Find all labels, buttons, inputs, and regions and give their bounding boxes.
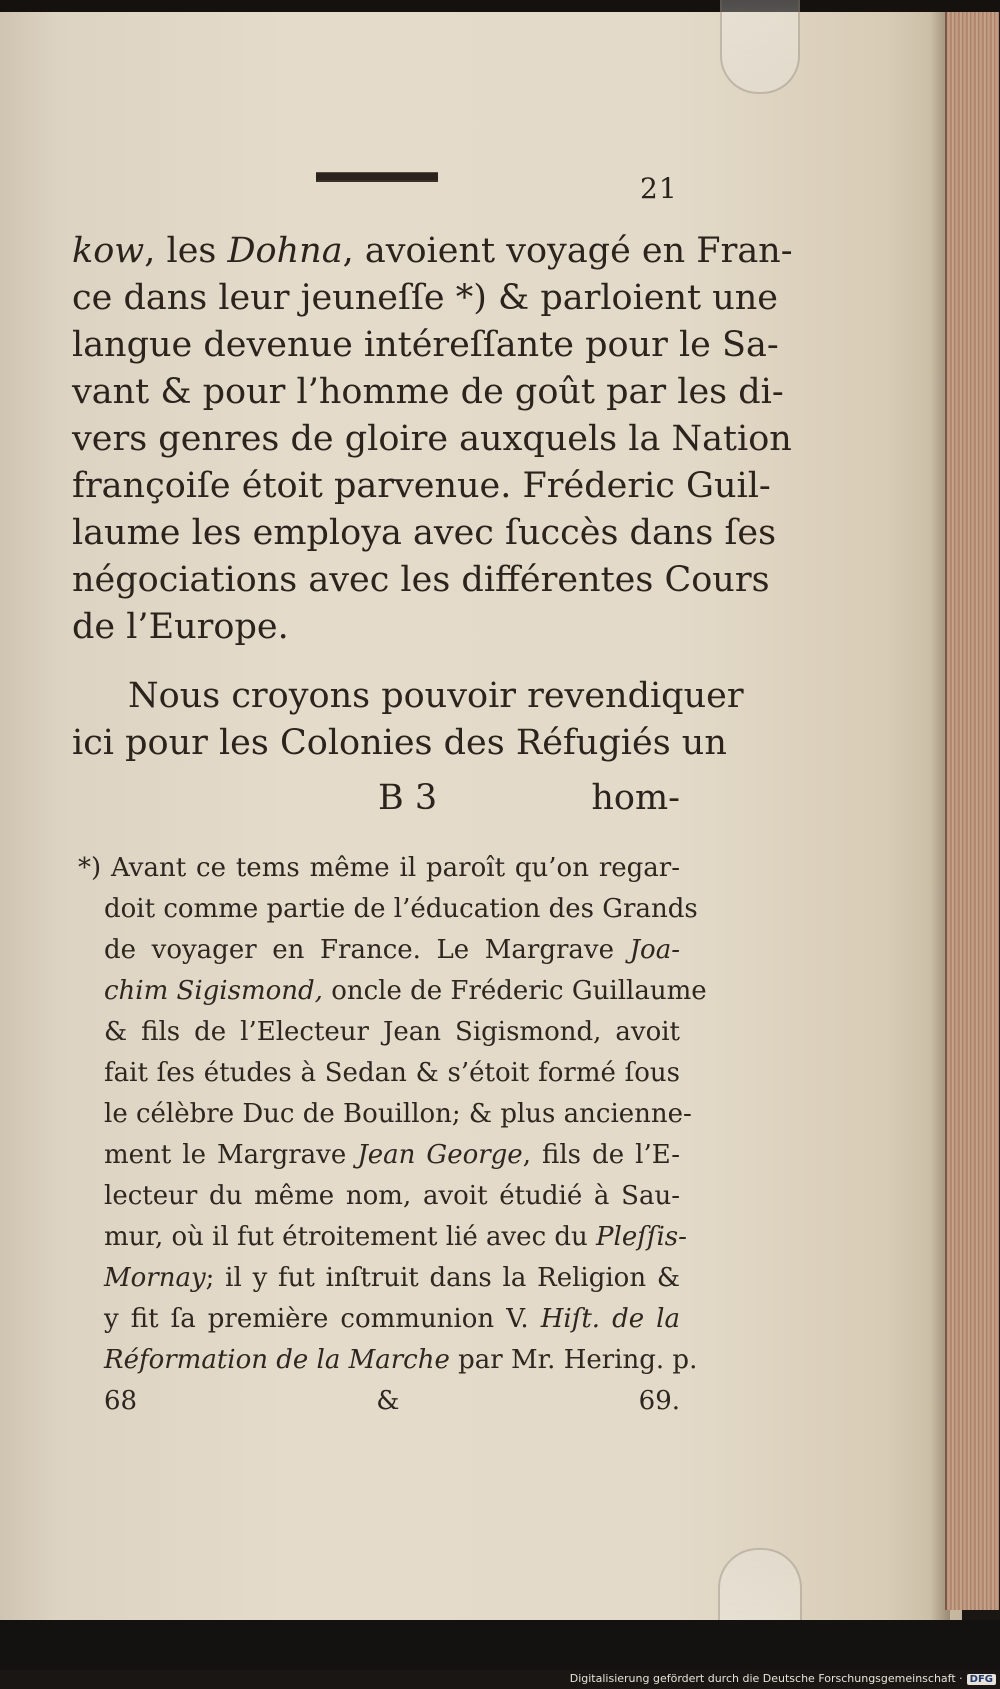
footnote-line: lecteur du même nom, avoit étudié à Sau- (104, 1181, 680, 1211)
footnote-line: *) Avant ce tems même il paroît qu’on regar- (78, 853, 681, 883)
footnote-marker: *) (78, 853, 102, 883)
footnote-line: chim Sigismond, oncle de Fréderic Guillaume (104, 976, 707, 1006)
footnote (78, 848, 707, 1422)
italic-name: Dohna (227, 231, 343, 271)
page-clip-bottom (718, 1548, 802, 1624)
catchword: hom- (591, 778, 680, 818)
footnote-line: le célèbre Duc de Bouillon; & plus ancienne- (104, 1099, 692, 1129)
digitization-credit: Digitalisierung gefördert durch die Deutsche Forschungsgemeinschaft · DFG (570, 1672, 996, 1685)
footnote-line: mur, où il fut étroitement lié avec du Pleſſis- (104, 1222, 687, 1252)
footnote-line: & fils de l’Electeur Jean Sigismond, avoit (104, 1017, 680, 1047)
footnote-line: Réformation de la Marche par Mr. Hering. p. (104, 1345, 698, 1375)
text-line: kow, les Dohna, avoient voyagé en Fran- (72, 231, 793, 271)
footnote-line: Mornay; il y fut inſtruit dans la Religion & (104, 1263, 680, 1293)
signature-mark: B 3 (378, 778, 438, 818)
signature-line (72, 775, 680, 822)
footnote-line: doit comme partie de l’éducation des Grands (104, 894, 698, 924)
scan-border-bottom (0, 1620, 1000, 1670)
text-line: de l’Europe. (72, 607, 289, 647)
page-clip-top (720, 0, 800, 94)
footnote-line: 68 & 69. (104, 1386, 680, 1416)
footnote-line: de voyager en France. Le Margrave Joa- (104, 935, 680, 965)
text-line: Nous croyons pouvoir revendiquer (128, 676, 744, 716)
paragraph-2 (72, 673, 744, 767)
italic-name: kow (72, 231, 145, 271)
text-line: laume les employa avec ſuccès dans ſes (72, 513, 777, 553)
text-line: ce dans leur jeuneſſe *) & parloient une (72, 278, 779, 318)
scan-border-top (0, 0, 1000, 12)
text-line: ici pour les Colonies des Réfugiés un (72, 723, 727, 763)
text-line: françoiſe étoit parvenue. Fréderic Guil- (72, 466, 771, 506)
page-edges (945, 12, 999, 1610)
text-line: vers genres de gloire auxquels la Nation (72, 419, 792, 459)
page-number: 21 (640, 172, 678, 205)
text-line: vant & pour l’homme de goût par les di- (72, 372, 784, 412)
footnote-line: fait ſes études à Sedan & s’étoit formé ſous (104, 1058, 680, 1088)
dfg-logo: DFG (967, 1674, 996, 1685)
footnote-line: y fit ſa première communion V. Hiſt. de la (104, 1304, 680, 1334)
text-line: langue devenue intéreſſante pour le Sa- (72, 325, 779, 365)
main-text (72, 228, 793, 767)
text-line: négociations avec les différentes Cours (72, 560, 770, 600)
footnote-line: ment le Margrave Jean George, fils de l’E- (104, 1140, 680, 1170)
header-rule (316, 172, 438, 182)
paragraph-1 (72, 228, 793, 651)
